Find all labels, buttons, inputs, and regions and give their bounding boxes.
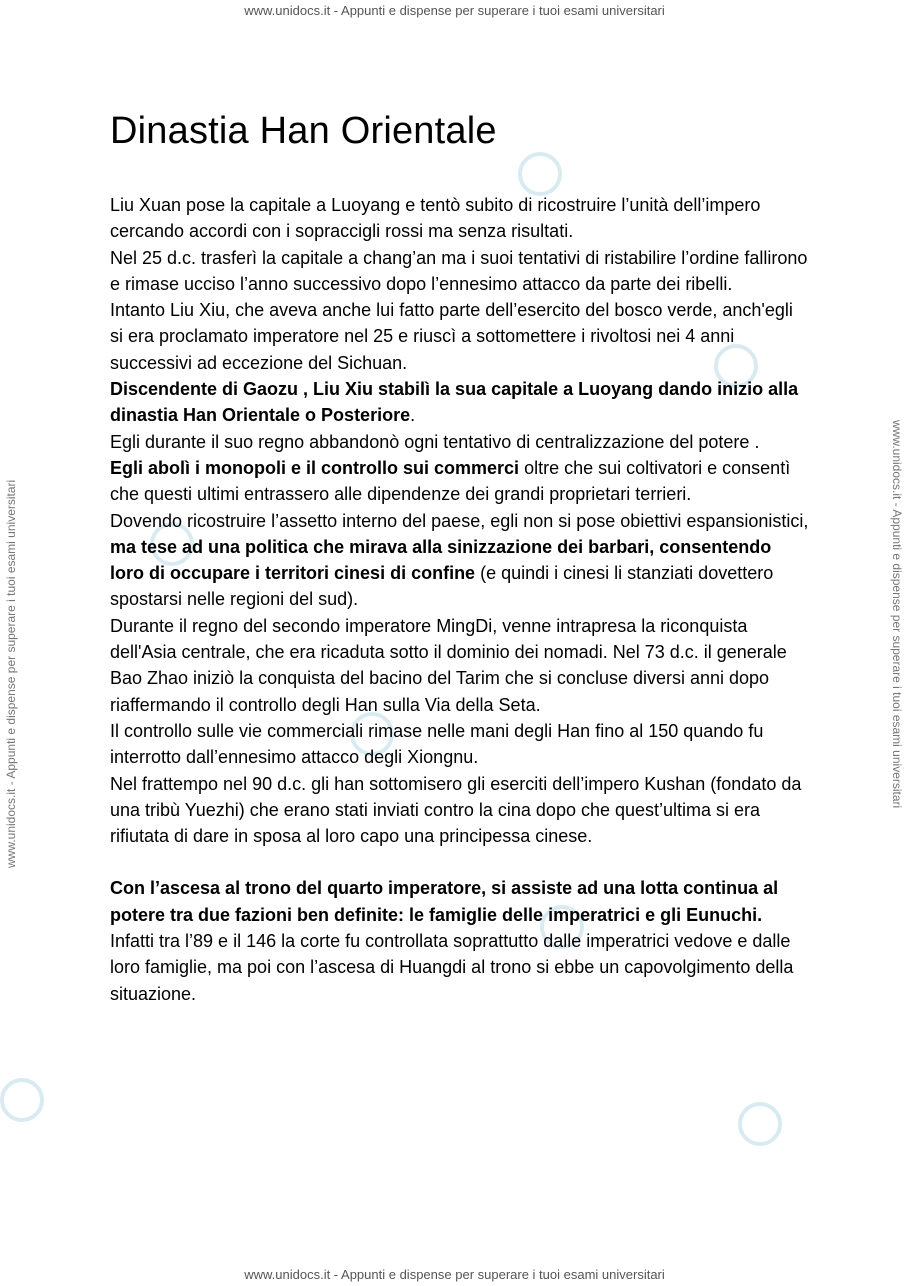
paragraph: Liu Xuan pose la capitale a Luoyang e tentò subito di ricostruire l’unità dell’impero cercando accordi con i sopraccigli rossi ma senza risultati. — [110, 195, 761, 242]
paragraph — [110, 875, 810, 928]
watermark-right: www.unidocs.it - Appunti e dispense per superare i tuoi esami universitari — [890, 420, 904, 809]
document-body — [110, 192, 810, 1007]
watermark-footer: www.unidocs.it - Appunti e dispense per superare i tuoi esami universitari — [244, 1267, 665, 1282]
page-title: Dinastia Han Orientale — [110, 110, 497, 152]
text: Dovendo ricostruire l’assetto interno del paese, egli non si pose obiettivi espansionistici, — [110, 510, 809, 531]
watermark-header: www.unidocs.it - Appunti e dispense per superare i tuoi esami universitari — [244, 3, 665, 18]
text: (e quindi i cinesi li stanziati dovettero spostarsi nelle regioni del sud). — [110, 563, 774, 610]
paragraph — [110, 376, 810, 429]
paragraph: Il controllo sulle vie commerciali rimase nelle mani degli Han fino al 150 quando fu interrotto dall’ennesimo attacco degli Xiongnu. — [110, 720, 764, 768]
paragraph — [110, 455, 810, 508]
paragraph: Nel frattempo nel 90 d.c. gli han sottomisero gli eserciti dell’impero Kushan (fondato da una tribù Yuezhi) che erano stati inviati contro la cina dopo che quest’ultima si era rifiutata di dare in sposa al loro capo una principessa cinese. — [110, 773, 802, 847]
text: oltre che sui coltivatori e consentì che questi ultimi entrassero alle dipendenze dei grandi proprietari terrieri. — [110, 457, 791, 505]
watermark-logo-icon — [518, 152, 562, 196]
paragraph: Egli durante il suo regno abbandonò ogni tentativo di centralizzazione del potere . — [110, 431, 760, 452]
spacer — [110, 849, 810, 875]
bold-text: Con l’ascesa al trono del quarto imperatore, si assiste ad una lotta continua al potere tra due fazioni ben definite: le famiglie delle imperatrici e gli Eunuchi. — [110, 878, 779, 925]
bold-text: Discendente di Gaozu , Liu Xiu stabilì la sua capitale a Luoyang dando inizio alla dinastia Han Orientale o Posteriore — [110, 379, 799, 426]
watermark-left: www.unidocs.it - Appunti e dispense per superare i tuoi esami universitari — [4, 479, 18, 868]
watermark-logo-icon — [738, 1102, 782, 1146]
bold-text: Egli abolì i monopoli e il controllo sui commerci — [110, 457, 520, 478]
bold-text: ma tese ad una politica che mirava alla sinizzazione dei barbari, consentendo loro di occupare i territori cinesi di confine — [110, 536, 772, 584]
paragraph: Nel 25 d.c. trasferì la capitale a chang’an ma i suoi tentativi di ristabilire l’ordine fallirono e rimase ucciso l’anno successivo dopo l’ennesimo attacco da parte dei ribelli. — [110, 247, 808, 294]
paragraph: Durante il regno del secondo imperatore MingDi, venne intrapresa la riconquista dell'Asia centrale, che era ricaduta sotto il dominio dei nomadi. Nel 73 d.c. il generale Bao Zhao iniziò la conquista del bacino del Tarim che si concluse diversi anni dopo riaffermando il controllo degli Han sulla Via della Seta. — [110, 615, 787, 715]
paragraph — [110, 508, 810, 613]
paragraph: Infatti tra l’89 e il 146 la corte fu controllata soprattutto dalle imperatrici vedove e dalle loro famiglie, ma poi con l’ascesa di Huangdi al trono si ebbe un capovolgimento della situazione. — [110, 931, 794, 1004]
paragraph: Intanto Liu Xiu, che aveva anche lui fatto parte dell’esercito del bosco verde, anch'egli si era proclamato imperatore nel 25 e riuscì a sottomettere i rivoltosi nei 4 anni successivi ad eccezione del Sichuan. — [110, 300, 793, 373]
watermark-logo-icon — [0, 1078, 44, 1122]
text: . — [410, 405, 416, 426]
